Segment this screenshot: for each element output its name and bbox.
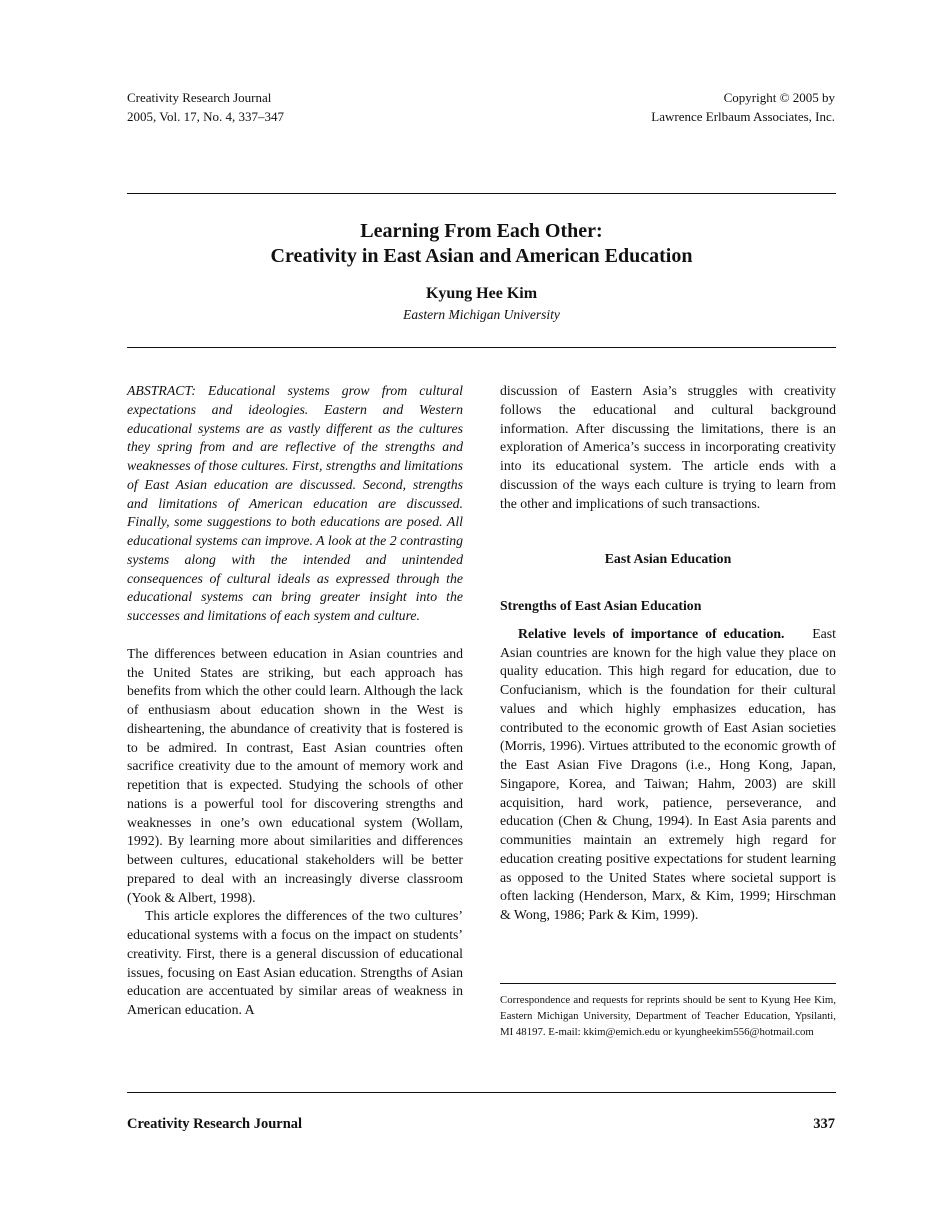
title-bottom-rule	[127, 347, 836, 348]
title-line-1: Learning From Each Other:	[360, 220, 603, 242]
page-number: 337	[813, 1116, 835, 1132]
body-paragraph-2-continued: discussion of Eastern Asia’s struggles with creativity follows the educational and cultural background information. After discussing the limitations, there is an exploration of America’s success in incorporating creativity into its educational system. The article ends with a discussion of the ways each culture is trying to learn from the other and implications of such transactions.	[500, 383, 836, 511]
subsection-heading: Strengths of East Asian Education	[500, 598, 702, 613]
paragraph-3-text: East Asian countries are known for the high value they place on quality education. This high regard for education, due to Confucianism, which is the foundation for their cultural values and which highly emphasizes education, has contributed to the economic growth of East Asian societies (Morris, 1996). Virtues attributed to the economic growth of the East Asian Five Dragons (i.e., Hong Kong, Japan, Singapore, Korea, and Taiwan; Hahm, 2003) are skill acquisition, hard work, patience, perseverance, and education (Chen & Chung, 1994). In East Asia parents and communities maintain an extremely high regard for education creating positive expectations for student learning as opposed to the United States where societal support is often lacking (Henderson, Marx, & Kim, 1999; Hirschman & Wong, 1986; Park & Kim, 1999).	[500, 625, 837, 922]
section-heading: East Asian Education	[604, 551, 732, 567]
left-column	[127, 382, 463, 1020]
abstract: ABSTRACT: Educational systems grow from cultural expectations and ideologies. Eastern and Western educational systems are as vastly different as the cultures they spring from and are reflective of the strengths and weaknesses of those cultures. First, strengths and limitations of East Asian education are discussed. Second, strengths and limitations of American education are discussed. Finally, some suggestions to both educations are posed. All educational systems can improve. A look at the 2 contrasting systems along with the intended and unintended consequences of cultural ideals as expressed through the educational systems can bring greater insight into the successes and limitations of each system and culture.	[127, 383, 463, 623]
running-header-right	[651, 88, 835, 126]
spacer	[500, 513, 836, 550]
correspondence-footnote: Correspondence and requests for reprints should be sent to Kyung Hee Kim, Eastern Michigan University, Department of Teacher Education, Ypsilanti, MI 48197. E-mail: kkim@emich.edu or kyungheekim556@hotmail.com	[500, 994, 836, 1038]
footnote-rule	[500, 983, 836, 984]
body-paragraph-1: The differences between education in Asian countries and the United States are striking, but each approach has benefits from which the other could learn. Although the lack of enthusiasm about education shown in the West is disheartening, the abundance of creativity that is fostered is to be admired. In contrast, East Asian countries often sacrifice creativity due to the amount of memory work and repetition that is expected. Studying the schools of other nations is a powerful tool for discovering strengths and weaknesses in one’s own educational system (Wollam, 1992). By learning more about similarities and differences between cultures, educational stakeholders will be better prepared to deal with an increasingly diverse classroom (Yook & Albert, 1998).	[127, 645, 463, 905]
body-paragraph-3	[500, 625, 836, 925]
top-rule	[127, 193, 836, 194]
publisher-name: Lawrence Erlbaum Associates, Inc.	[651, 109, 835, 124]
title-line-2: Creativity in East Asian and American Education	[270, 245, 693, 267]
copyright-line: Copyright © 2005 by	[723, 90, 835, 105]
footer-journal-name: Creativity Research Journal	[127, 1116, 303, 1132]
volume-info: 2005, Vol. 17, No. 4, 337–347	[127, 109, 284, 124]
body-paragraph-2-start: This article explores the differences of the two cultures’ educational systems with a focus on the impact on students’ creativity. First, there is a general discussion of educational issues, focusing on East Asian education. Strengths of Asian education are accentuated by similar areas of weakness in American education. A	[127, 908, 463, 1017]
right-column	[500, 382, 836, 925]
running-header-left	[127, 88, 284, 126]
author-affiliation: Eastern Michigan University	[403, 307, 560, 322]
journal-name: Creativity Research Journal	[127, 90, 272, 105]
spacer	[127, 626, 463, 645]
spacer	[500, 569, 836, 597]
run-in-heading: Relative levels of importance of education.	[518, 625, 785, 641]
footer-rule	[127, 1092, 836, 1093]
article-title	[127, 219, 836, 269]
author-name: Kyung Hee Kim	[425, 285, 538, 302]
